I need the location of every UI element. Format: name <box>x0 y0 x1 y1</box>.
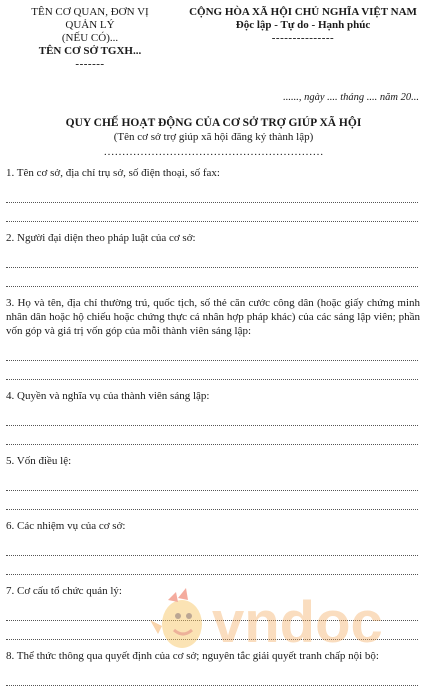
fill-line[interactable] <box>6 342 418 361</box>
section-3 <box>6 296 420 389</box>
national-title: CỘNG HÒA XÃ HỘI CHỦ NGHĨA VIỆT NAM <box>189 6 417 18</box>
fill-line[interactable] <box>6 268 418 287</box>
section-label: 8. Thể thức thông qua quyết định của cơ sở; nguyên tắc giải quyết tranh chấp nội bộ: <box>6 650 379 662</box>
fill-line[interactable] <box>6 667 418 686</box>
fill-line[interactable] <box>6 203 418 222</box>
section-6 <box>6 519 420 584</box>
section-label: 6. Các nhiệm vụ của cơ sở: <box>6 520 126 532</box>
national-motto: Độc lập - Tự do - Hạnh phúc <box>235 19 371 31</box>
agency-divider: ------- <box>75 58 105 70</box>
date-line: ......, ngày .... tháng .... năm 20... <box>283 92 419 103</box>
agency-header <box>0 6 180 71</box>
section-8 <box>6 649 420 686</box>
document-title: QUY CHẾ HOẠT ĐỘNG CỦA CƠ SỞ TRỢ GIÚP XÃ HỘI <box>65 117 362 129</box>
form-sections <box>6 166 420 686</box>
national-divider: --------------- <box>271 32 335 44</box>
section-label: 7. Cơ cấu tổ chức quản lý: <box>6 585 122 597</box>
section-label: 2. Người đại diện theo pháp luật của cơ sở: <box>6 232 196 244</box>
section-2 <box>6 231 420 296</box>
fill-line[interactable] <box>6 602 418 621</box>
fill-line[interactable] <box>6 491 418 510</box>
section-label: 3. Họ và tên, địa chỉ thường trú, quốc tịch, số thẻ căn cước công dân (hoặc giấy chứng minh nhân dân hoặc hộ chiếu hoặc chứng thực cá nhân hợp pháp khác) của các sáng lập viên; phần vốn góp và giá trị vốn góp của mỗi thành viên sáng lập: <box>6 297 420 337</box>
section-4 <box>6 389 420 454</box>
facility-name: TÊN CƠ SỞ TGXH... <box>38 45 142 57</box>
fill-line[interactable] <box>6 621 418 640</box>
national-header <box>188 6 418 45</box>
subtitle-fill-line: …………………………………………………… <box>103 146 324 158</box>
document-subtitle: (Tên cơ sở trợ giúp xã hội đăng ký thành lập) <box>113 131 314 143</box>
section-5 <box>6 454 420 519</box>
fill-line[interactable] <box>6 426 418 445</box>
watermark-text: vndoc <box>212 590 383 654</box>
fill-line[interactable] <box>6 361 418 380</box>
section-label: 4. Quyền và nghĩa vụ của thành viên sáng lập: <box>6 390 210 402</box>
fill-line[interactable] <box>6 184 418 203</box>
section-label: 1. Tên cơ sở, địa chỉ trụ sở, số điện thoại, số fax: <box>6 167 220 179</box>
fill-line[interactable] <box>6 472 418 491</box>
fill-line[interactable] <box>6 249 418 268</box>
fill-line[interactable] <box>6 537 418 556</box>
section-1 <box>6 166 420 231</box>
fill-line[interactable] <box>6 556 418 575</box>
fill-line[interactable] <box>6 407 418 426</box>
section-7 <box>6 584 420 649</box>
agency-name-line2: QUẢN LÝ <box>65 19 115 31</box>
agency-name-line1: TÊN CƠ QUAN, ĐƠN VỊ <box>31 6 149 18</box>
agency-name-line3: (NẾU CÓ)... <box>61 32 119 44</box>
section-label: 5. Vốn điều lệ: <box>6 455 72 467</box>
